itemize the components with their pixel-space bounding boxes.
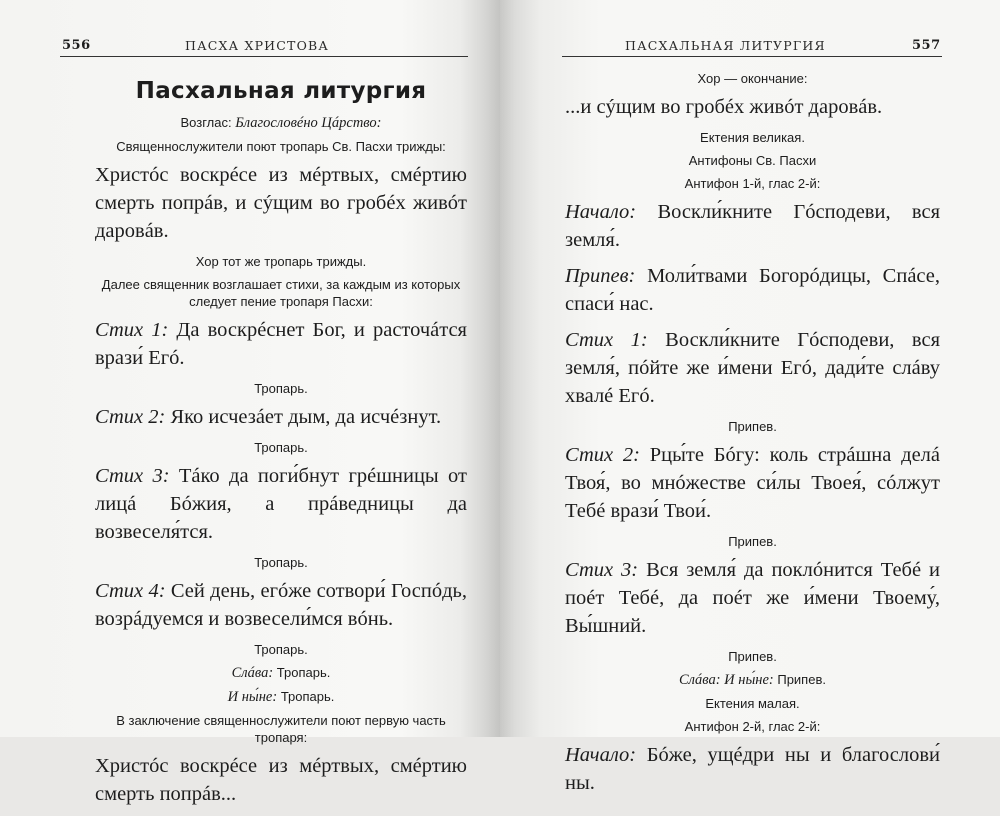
verse-paragraph xyxy=(565,741,940,797)
rubric-italic: Благословéно Цáрство: xyxy=(235,115,382,131)
rubric-text: Антифоны Св. Пасхи xyxy=(688,153,817,168)
verse-lead: Стих 3: xyxy=(95,465,170,487)
rubric-line xyxy=(95,276,467,310)
verse-text: Яко исчезáет дым, да исчéзнут. xyxy=(165,406,442,428)
rubric-line xyxy=(565,695,940,712)
left-page-text xyxy=(95,78,467,816)
rubric-text: Припев. xyxy=(773,672,826,687)
rubric-text: Ектения малая. xyxy=(705,696,800,711)
page-title: Пасхальная литургия xyxy=(135,78,427,104)
verse-lead: Начало: xyxy=(565,201,637,223)
rubric-text: Тропарь. xyxy=(254,440,308,455)
verse-lead: Стих 2: xyxy=(95,406,166,428)
running-head: ПАСХАЛЬНАЯ ЛИТУРГИЯ xyxy=(625,38,826,53)
rubric-line xyxy=(565,671,940,689)
verse-paragraph xyxy=(565,441,940,525)
verse-text: Бóже, ущéдри ны и благослови́ ны. xyxy=(565,744,940,794)
rubric-text: Возглас: xyxy=(180,115,236,130)
rubric-line xyxy=(95,380,467,397)
verse-paragraph xyxy=(565,93,940,121)
verse-text: Моли́твами Богорóдицы, Спáсе, спаси́ нас. xyxy=(565,265,940,315)
rubric-text: Припев. xyxy=(728,534,777,549)
verse-lead: Припев: xyxy=(565,265,636,287)
verse-paragraph xyxy=(565,262,940,318)
rubric-text: Хор тот же тропарь трижды. xyxy=(195,254,367,269)
rubric-line xyxy=(95,664,467,682)
verse-paragraph xyxy=(95,161,467,245)
rubric-line xyxy=(565,533,940,550)
verse-text: ...и сýщим во гробéх живóт даровáв. xyxy=(565,96,883,118)
right-page-text xyxy=(565,70,940,805)
right-page xyxy=(500,0,1000,794)
rubric-text: Припев. xyxy=(728,419,777,434)
rubric-text: Тропарь. xyxy=(254,381,308,396)
rubric-line xyxy=(565,70,940,87)
verse-lead: Стих 4: xyxy=(95,580,166,602)
rubric-line xyxy=(565,175,940,192)
rubric-text: Припев. xyxy=(728,649,777,664)
rubric-text: Хор — окончание: xyxy=(697,71,808,86)
verse-paragraph xyxy=(565,198,940,254)
header-rule xyxy=(60,56,468,57)
rubric-text: Антифон 2-й, глас 2-й: xyxy=(684,719,821,734)
verse-paragraph xyxy=(565,326,940,410)
rubric-line xyxy=(95,138,467,155)
verse-text: Да воскрéснет Бог, и расточáтся врази́ Егó. xyxy=(95,319,467,369)
rubric-line xyxy=(95,641,467,658)
rubric-text: Далее священник возглашает стихи, за каждым из которых следует пение тропаря Пасхи: xyxy=(101,277,461,309)
verse-lead: Стих 1: xyxy=(565,329,648,351)
rubric-text: Тропарь. xyxy=(254,555,308,570)
verse-paragraph xyxy=(95,403,467,431)
rubric-line xyxy=(565,152,940,169)
rubric-text: Тропарь. xyxy=(254,642,308,657)
verse-lead: Стих 3: xyxy=(565,559,639,581)
page-number: 557 xyxy=(912,38,941,53)
rubric-italic: И ны́не: xyxy=(227,689,278,705)
rubric-line xyxy=(95,253,467,270)
rubric-text: Тропарь. xyxy=(277,689,335,704)
rubric-text: В заключение священнослужители поют первую часть тропаря: xyxy=(116,713,446,745)
rubric-text: Антифон 1-й, глас 2-й: xyxy=(684,176,821,191)
rubric-text: Тропарь. xyxy=(273,665,331,680)
page-number: 556 xyxy=(62,38,91,53)
verse-lead: Стих 2: xyxy=(565,444,640,466)
verse-text: Сей день, егóже сотвори́ Госпóдь, возрáдуемся и возвесели́мся вóнь. xyxy=(95,580,467,630)
running-head: ПАСХА ХРИСТОВА xyxy=(185,38,330,53)
rubric-line xyxy=(95,554,467,571)
rubric-line xyxy=(95,114,467,132)
verse-lead: Стих 1: xyxy=(95,319,169,341)
rubric-text: Священнослужители поют тропарь Св. Пасхи трижды: xyxy=(116,139,446,154)
verse-paragraph xyxy=(95,462,467,546)
rubric-line xyxy=(565,718,940,735)
verse-lead: Начало: xyxy=(565,744,637,766)
rubric-italic: Слáва: xyxy=(231,665,274,681)
rubric-line xyxy=(95,439,467,456)
rubric-text: Ектения великая. xyxy=(700,130,805,145)
verse-paragraph xyxy=(95,316,467,372)
header-rule xyxy=(562,56,942,57)
rubric-line xyxy=(565,129,940,146)
verse-text: Тáко да поги́бнут грéшницы от лицá Бóжия, а прáведницы да возвеселя́тся. xyxy=(95,465,467,543)
verse-text: Воскли́кните Гóсподеви, вся земля́. xyxy=(565,201,940,251)
verse-text: Христóс воскрéсе из мéртвых, смéртию смерть попрáв, и сýщим во гробéх живóт даровáв. xyxy=(95,164,467,242)
verse-text: Вся земля́ да поклóнится Тебé и поéт Тебé, да поéт же и́мени Твоему́, Вы́шний. xyxy=(565,559,940,637)
verse-text: Воскли́кните Гóсподеви, вся земля́, пóйте же и́мени Егó, дади́те слáву хвалé Егó. xyxy=(565,329,941,407)
verse-text: Христóс воскрéсе из мéртвых, смéртию смерть попрáв... xyxy=(95,755,467,805)
verse-paragraph xyxy=(95,752,467,808)
left-page xyxy=(0,0,500,805)
verse-text: Рцы́те Бóгу: коль стрáшна делá Твоя́, во мнóжестве си́лы Твоея́, сóлжут Тебé врази́ Твои́. xyxy=(565,444,940,522)
rubric-line xyxy=(565,418,940,435)
rubric-italic: Слáва: И ны́не: xyxy=(679,672,774,688)
rubric-line xyxy=(565,648,940,665)
rubric-line xyxy=(95,712,467,746)
rubric-line xyxy=(95,688,467,706)
verse-paragraph xyxy=(95,577,467,633)
verse-paragraph xyxy=(565,556,940,640)
